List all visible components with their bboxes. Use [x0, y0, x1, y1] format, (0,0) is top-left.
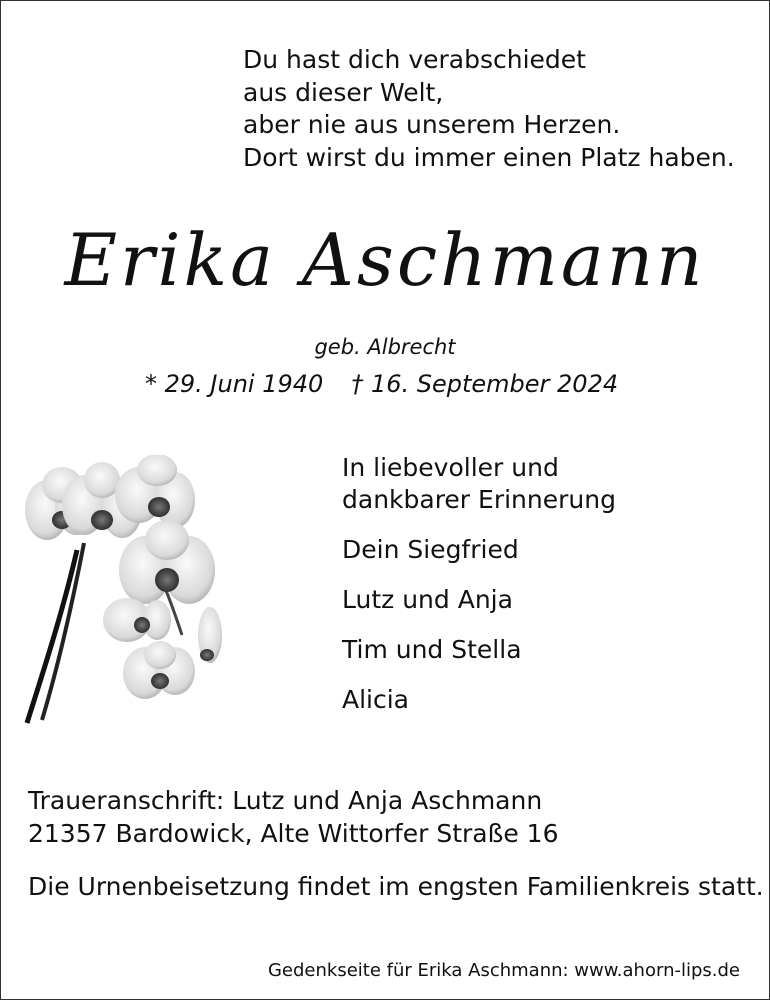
address-line: Traueranschrift: Lutz und Anja Aschmann [28, 786, 543, 815]
burial-notice: Die Urnenbeisetzung findet im engsten Familienkreis statt. [28, 872, 764, 901]
deceased-name: Erika Aschmann [64, 218, 706, 302]
death-date: † 16. September 2024 [351, 370, 619, 398]
birth-date: * 29. Juni 1940 [145, 370, 324, 398]
life-dates [145, 370, 646, 398]
poem-line: aber nie aus unserem Herzen. [243, 110, 621, 139]
mourner-name: Tim und Stella [342, 635, 522, 664]
memorial-page-link[interactable]: Gedenkseite für Erika Aschmann: www.ahorn-lips.de [267, 960, 740, 981]
mourners-block [342, 452, 616, 716]
poem [243, 44, 735, 174]
mourner-name: Lutz und Anja [342, 585, 513, 614]
poem-line: Dort wirst du immer einen Platz haben. [243, 142, 735, 172]
mourning-address [28, 784, 559, 850]
born-name: geb. Albrecht [314, 335, 456, 359]
remembrance-line: In liebevoller und [342, 453, 559, 482]
remembrance-line: dankbarer Erinnerung [342, 485, 616, 514]
remembrance-text [342, 452, 616, 516]
mourner-name: Dein Siegfried [342, 535, 519, 564]
orchid-icon [22, 455, 232, 730]
mourner-name: Alicia [342, 685, 410, 714]
poem-line: aus dieser Welt, [243, 77, 444, 107]
address-line: 21357 Bardowick, Alte Wittorfer Straße 16 [28, 819, 559, 848]
poem-line: Du hast dich verabschiedet [243, 45, 586, 74]
